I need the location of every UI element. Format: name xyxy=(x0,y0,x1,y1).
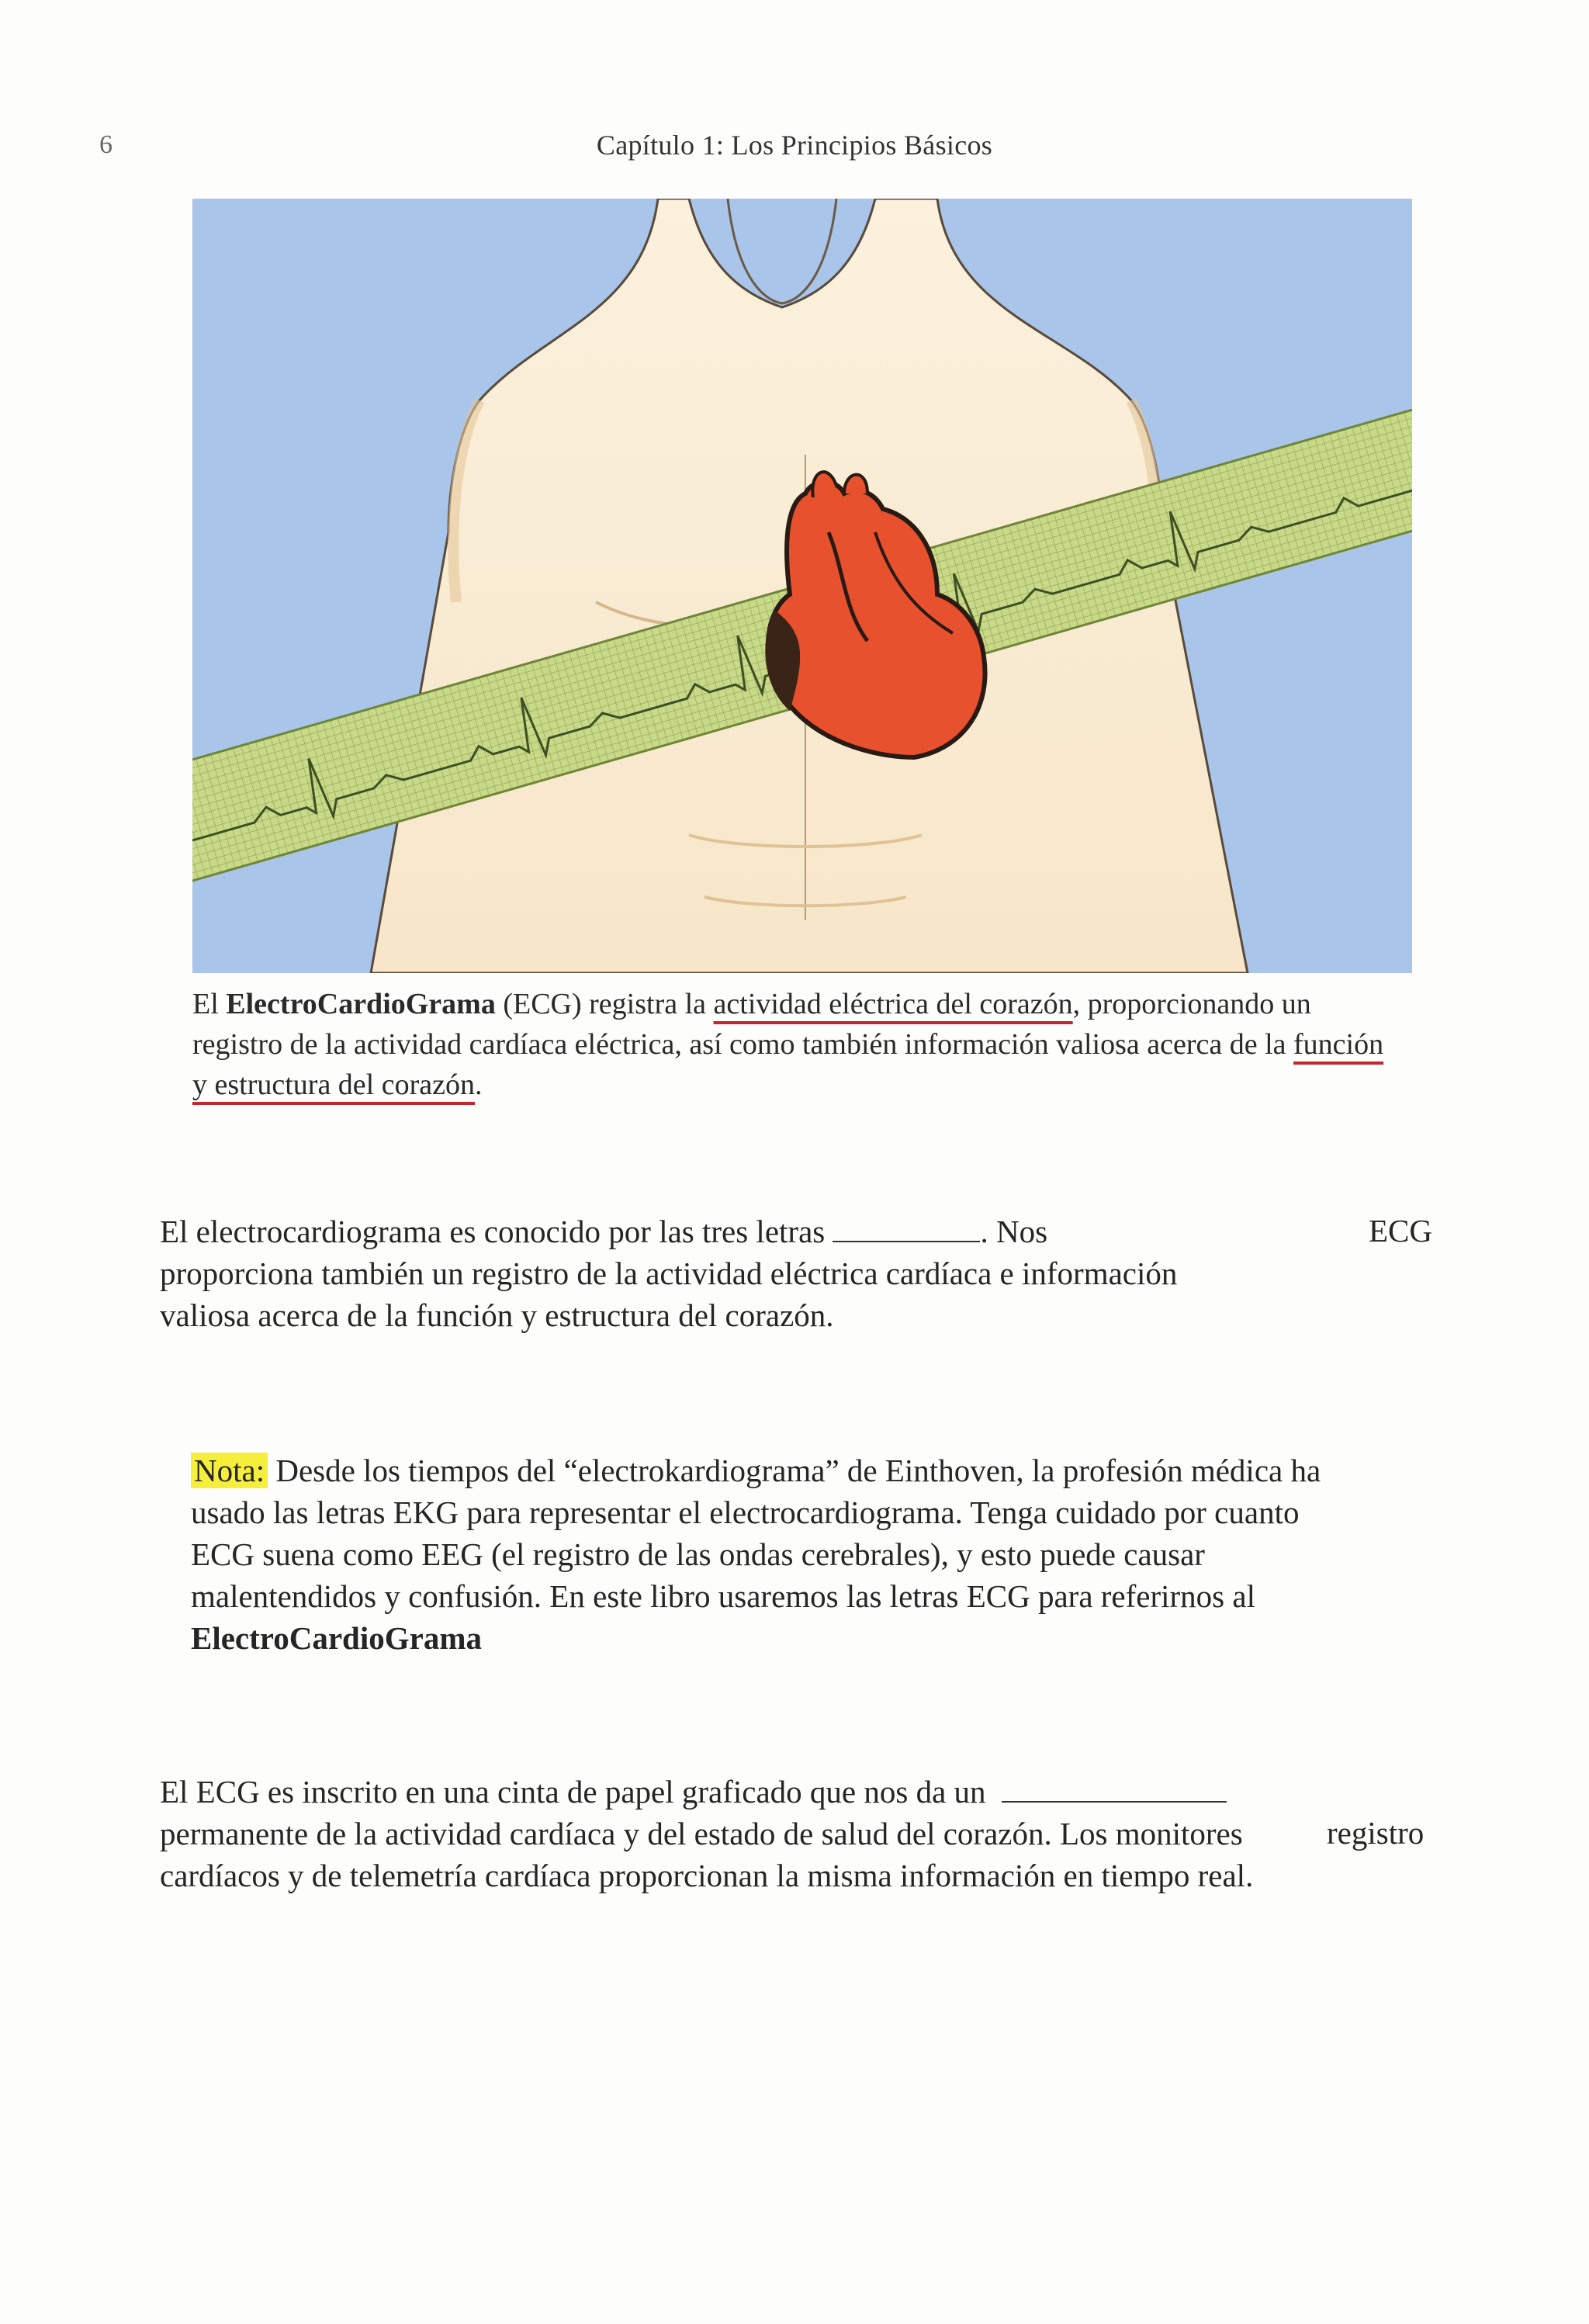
figure-caption xyxy=(192,984,1403,1105)
caption-underline-2: función y estructura del corazón xyxy=(192,1028,1384,1101)
question-1-text-b: . Nos proporciona también un registro de la actividad eléctrica cardíaca e información valiosa acerca de la función y estructura del corazón. xyxy=(160,1214,1178,1333)
question-2-text-a: El ECG es inscrito en una cinta de papel graficado que nos da un xyxy=(160,1774,986,1810)
caption-brand: ElectroCardioGrama xyxy=(226,988,496,1020)
answer-blank-1[interactable] xyxy=(833,1214,980,1242)
question-2-text-b: permanente de la actividad cardíaca y del estado de salud del corazón. Los monitores cardíacos y de telemetría cardíaca proporcionan la misma información en tiempo real. xyxy=(160,1816,1254,1893)
question-2 xyxy=(160,1771,1293,1896)
caption-part2: , proporcionando un registro de la actividad cardíaca eléctrica, así como también información valiosa acerca de la xyxy=(192,988,1311,1061)
note-bold-tail: ElectroCardioGrama xyxy=(191,1620,482,1656)
torso-illustration xyxy=(192,199,1412,973)
caption-underline-1: actividad eléctrica del corazón xyxy=(713,988,1073,1020)
caption-part1: (ECG) registra la xyxy=(495,988,714,1020)
question-1-text-a: El electrocardiograma es conocido por las tres letras xyxy=(160,1214,833,1249)
caption-lead: El xyxy=(192,988,227,1020)
answer-blank-2[interactable] xyxy=(1002,1775,1227,1803)
answer-2: registro xyxy=(1327,1815,1425,1851)
note-block xyxy=(191,1449,1355,1659)
caption-part3: . xyxy=(475,1068,483,1101)
note-label: Nota: xyxy=(191,1453,268,1488)
running-header: Capítulo 1: Los Principios Básicos xyxy=(596,130,993,161)
note-text: Desde los tiempos del “electrokardiograma” de Einthoven, la profesión médica ha usado las letras EKG para representar el electrocardiograma. Tenga cuidado por cuanto ECG suena como EEG (el registro de las ondas cerebrales), y esto puede causar malentendidos y confusión. En este libro usaremos las letras ECG para referirnos al xyxy=(191,1453,1321,1614)
answer-1: ECG xyxy=(1369,1213,1432,1249)
question-1 xyxy=(160,1210,1200,1336)
page-number: 6 xyxy=(99,130,113,159)
ecg-figure xyxy=(192,199,1412,973)
